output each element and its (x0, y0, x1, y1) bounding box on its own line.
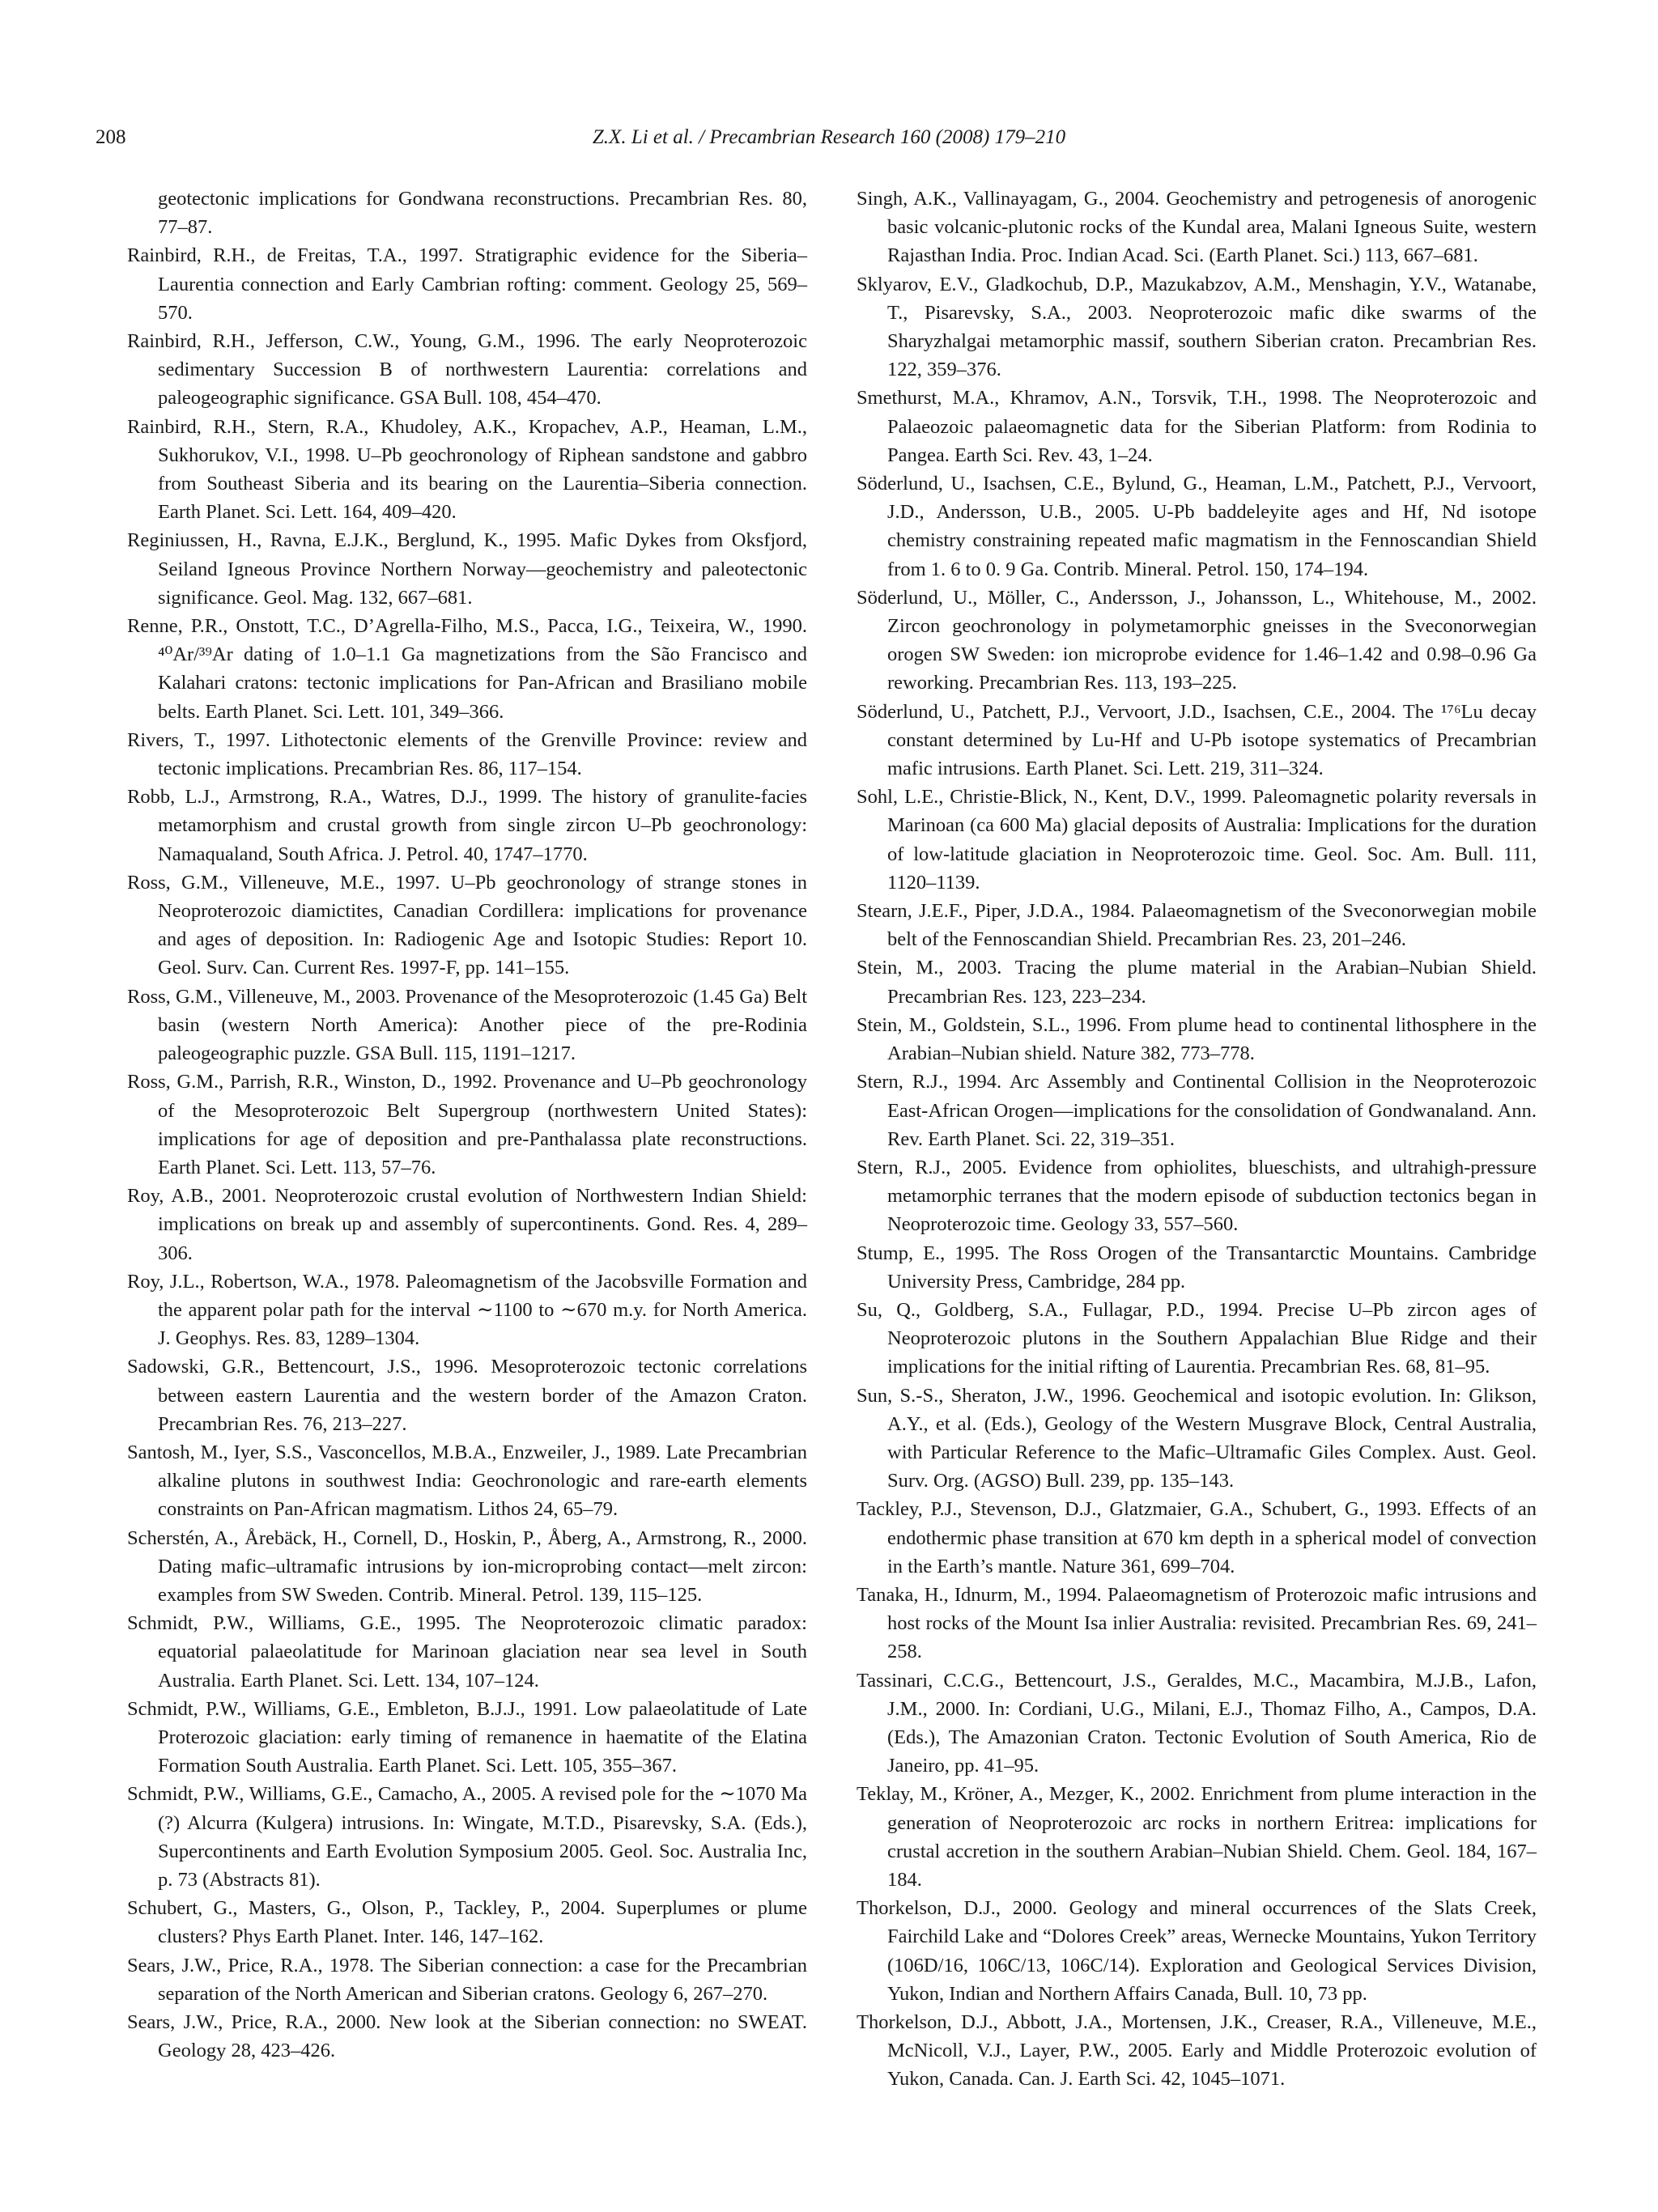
reference-entry: Sun, S.-S., Sheraton, J.W., 1996. Geochemical and isotopic evolution. In: Glikson, A.Y., et al. (Eds.), Geology of the Western Musgrave Block, Central Australia, with Particular Reference to the Mafic–Ultramafic Giles Complex. Aust. Geol. Surv. Org. (AGSO) Bull. 239, pp. 135–143. (857, 1384, 1537, 1492)
reference-entry: Stump, E., 1995. The Ross Orogen of the Transantarctic Mountains. Cambridge University Press, Cambridge, 284 pp. (857, 1242, 1537, 1293)
references-left-column (127, 185, 807, 2065)
reference-entry: Schmidt, P.W., Williams, G.E., Camacho, A., 2005. A revised pole for the ∼1070 Ma (?) Alcurra (Kulgera) intrusions. In: Wingate, M.T.D., Pisarevsky, S.A. (Eds.), Supercontinents and Earth Evolution Symposium 2005. Geol. Soc. Australia Inc, p. 73 (Abstracts 81). (127, 1783, 807, 1891)
reference-entry: Schmidt, P.W., Williams, G.E., 1995. The Neoproterozoic climatic paradox: equatorial palaeolatitude for Marinoan glaciation near sea level in South Australia. Earth Planet. Sci. Lett. 134, 107–124. (127, 1612, 807, 1692)
reference-entry: Rainbird, R.H., Stern, R.A., Khudoley, A.K., Kropachev, A.P., Heaman, L.M., Sukhorukov, V.I., 1998. U–Pb geochronology of Riphean sandstone and gabbro from Southeast Siberia and its bearing on the Laurentia–Siberia connection. Earth Planet. Sci. Lett. 164, 409–420. (127, 415, 807, 524)
reference-entry: Stearn, J.E.F., Piper, J.D.A., 1984. Palaeomagnetism of the Sveconorwegian mobile belt of the Fennoscandian Shield. Precambrian Res. 23, 201–246. (857, 900, 1537, 951)
reference-entry: Thorkelson, D.J., Abbott, J.A., Mortensen, J.K., Creaser, R.A., Villeneuve, M.E., McNicoll, V.J., Layer, P.W., 2005. Early and Middle Proterozoic evolution of Yukon, Canada. Can. J. Earth Sci. 42, 1045–1071. (857, 2011, 1537, 2091)
reference-entry: Tanaka, H., Idnurm, M., 1994. Palaeomagnetism of Proterozoic mafic intrusions and host rocks of the Mount Isa inlier Australia: revisited. Precambrian Res. 69, 241–258. (857, 1583, 1537, 1663)
reference-entry: Tassinari, C.C.G., Bettencourt, J.S., Geraldes, M.C., Macambira, M.J.B., Lafon, J.M., 2000. In: Cordiani, U.G., Milani, E.J., Thomaz Filho, A., Campos, D.A. (Eds.), The Amazonian Craton. Tectonic Evolution of South America, Rio de Janeiro, pp. 41–95. (857, 1669, 1537, 1777)
reference-entry: Smethurst, M.A., Khramov, A.N., Torsvik, T.H., 1998. The Neoproterozoic and Palaeozoic palaeomagnetic data for the Siberian Platform: from Rodinia to Pangea. Earth Sci. Rev. 43, 1–24. (857, 387, 1537, 466)
references-right-column (857, 185, 1537, 2094)
reference-entry: Stein, M., 2003. Tracing the plume material in the Arabian–Nubian Shield. Precambrian Res. 123, 223–234. (857, 957, 1537, 1008)
reference-entry: Sklyarov, E.V., Gladkochub, D.P., Mazukabzov, A.M., Menshagin, Y.V., Watanabe, T., Pisarevsky, S.A., 2003. Neoproterozoic mafic dike swarms of the Sharyzhalgai metamorphic massif, southern Siberian craton. Precambrian Res. 122, 359–376. (857, 273, 1537, 381)
reference-entry: Ross, G.M., Villeneuve, M., 2003. Provenance of the Mesoproterozoic (1.45 Ga) Belt basin (western North America): Another piece of the pre-Rodinia paleogeographic puzzle. GSA Bull. 115, 1191–1217. (127, 985, 807, 1065)
reference-entry: Stern, R.J., 2005. Evidence from ophiolites, blueschists, and ultrahigh-pressure metamorphic terranes that the modern episode of subduction tectonics began in Neoproterozoic time. Geology 33, 557–560. (857, 1156, 1537, 1236)
reference-entry: Roy, J.L., Robertson, W.A., 1978. Paleomagnetism of the Jacobsville Formation and the apparent polar path for the interval ∼1100 to ∼670 m.y. for North America. J. Geophys. Res. 83, 1289–1304. (127, 1270, 807, 1350)
reference-entry: Söderlund, U., Isachsen, C.E., Bylund, G., Heaman, L.M., Patchett, P.J., Vervoort, J.D., Andersson, U.B., 2005. U-Pb baddeleyite ages and Hf, Nd isotope chemistry constraining repeated mafic magmatism in the Fennoscandian Shield from 1. 6 to 0. 9 Ga. Contrib. Mineral. Petrol. 150, 174–194. (857, 473, 1537, 580)
reference-entry: Su, Q., Goldberg, S.A., Fullagar, P.D., 1994. Precise U–Pb zircon ages of Neoproterozoic plutons in the Southern Appalachian Blue Ridge and their implications for the initial rifting of Laurentia. Precambrian Res. 68, 81–95. (857, 1298, 1537, 1378)
reference-entry: Tackley, P.J., Stevenson, D.J., Glatzmaier, G.A., Schubert, G., 1993. Effects of an endothermic phase transition at 670 km depth in a spherical model of convection in the Earth’s mantle. Nature 361, 699–704. (857, 1498, 1537, 1577)
reference-entry: Söderlund, U., Patchett, P.J., Vervoort, J.D., Isachsen, C.E., 2004. The ¹⁷⁶Lu decay constant determined by Lu-Hf and U-Pb isotope systematics of Precambrian mafic intrusions. Earth Planet. Sci. Lett. 219, 311–324. (857, 700, 1537, 780)
reference-entry: Stein, M., Goldstein, S.L., 1996. From plume head to continental lithosphere in the Arabian–Nubian shield. Nature 382, 773–778. (857, 1013, 1537, 1065)
reference-entry: Rainbird, R.H., de Freitas, T.A., 1997. Stratigraphic evidence for the Siberia–Laurentia connection and Early Cambrian rofting: comment. Geology 25, 569–570. (127, 244, 807, 324)
reference-entry: Sears, J.W., Price, R.A., 1978. The Siberian connection: a case for the Precambrian separation of the North American and Siberian cratons. Geology 6, 267–270. (127, 1954, 807, 2005)
reference-entry: Reginiussen, H., Ravna, E.J.K., Berglund, K., 1995. Mafic Dykes from Oksfjord, Seiland Igneous Province Northern Norway—geochemistry and paleotectonic significance. Geol. Mag. 132, 667–681. (127, 529, 807, 609)
reference-entry: Ross, G.M., Villeneuve, M.E., 1997. U–Pb geochronology of strange stones in Neoproterozoic diamictites, Canadian Cordillera: implications for provenance and ages of deposition. In: Radiogenic Age and Isotopic Studies: Report 10. Geol. Surv. Can. Current Res. 1997-F, pp. 141–155. (127, 871, 807, 979)
reference-entry: Sears, J.W., Price, R.A., 2000. New look at the Siberian connection: no SWEAT. Geology 28, 423–426. (127, 2011, 807, 2062)
page-number: 208 (96, 126, 126, 148)
reference-entry: Teklay, M., Kröner, A., Mezger, K., 2002. Enrichment from plume interaction in the generation of Neoproterozoic arc rocks in northern Eritrea: implications for crustal accretion in the southern Arabian–Nubian Shield. Chem. Geol. 184, 167–184. (857, 1783, 1537, 1891)
reference-entry: Stern, R.J., 1994. Arc Assembly and Continental Collision in the Neoproterozoic East-African Orogen—implications for the consolidation of Gondwanaland. Ann. Rev. Earth Planet. Sci. 22, 319–351. (857, 1071, 1537, 1150)
reference-entry: Rainbird, R.H., Jefferson, C.W., Young, G.M., 1996. The early Neoproterozoic sedimentary Succession B of northwestern Laurentia: correlations and paleogeographic significance. GSA Bull. 108, 454–470. (127, 330, 807, 410)
reference-entry: Söderlund, U., Möller, C., Andersson, J., Johansson, L., Whitehouse, M., 2002. Zircon geochronology in polymetamorphic gneisses in the Sveconorwegian orogen SW Sweden: ion microprobe evidence for 1.46–1.42 and 0.98–0.96 Ga reworking. Precambrian Res. 113, 193–225. (857, 586, 1537, 694)
reference-entry: Sohl, L.E., Christie-Blick, N., Kent, D.V., 1999. Paleomagnetic polarity reversals in Marinoan (ca 600 Ma) glacial deposits of Australia: Implications for the duration of low-latitude glaciation in Neoproterozoic time. Geol. Soc. Am. Bull. 111, 1120–1139. (857, 786, 1537, 894)
reference-entry: Schmidt, P.W., Williams, G.E., Embleton, B.J.J., 1991. Low palaeolatitude of Late Proterozoic glaciation: early timing of remanence in haematite of the Elatina Formation South Australia. Earth Planet. Sci. Lett. 105, 355–367. (127, 1697, 807, 1777)
reference-entry: Roy, A.B., 2001. Neoproterozoic crustal evolution of Northwestern Indian Shield: implications on break up and assembly of supercontinents. Gond. Res. 4, 289–306. (127, 1185, 807, 1264)
reference-entry: Santosh, M., Iyer, S.S., Vasconcellos, M.B.A., Enzweiler, J., 1989. Late Precambrian alkaline plutons in southwest India: Geochronologic and rare-earth elements constraints on Pan-African magmatism. Lithos 24, 65–79. (127, 1441, 807, 1521)
reference-entry: geotectonic implications for Gondwana reconstructions. Precambrian Res. 80, 77–87. (158, 188, 807, 239)
reference-entry: Schubert, G., Masters, G., Olson, P., Tackley, P., 2004. Superplumes or plume clusters? Phys Earth Planet. Inter. 146, 147–162. (127, 1897, 807, 1948)
page-header (96, 126, 1562, 159)
reference-entry: Rivers, T., 1997. Lithotectonic elements of the Grenville Province: review and tectonic implications. Precambrian Res. 86, 117–154. (127, 728, 807, 780)
reference-entry: Renne, P.R., Onstott, T.C., D’Agrella-Filho, M.S., Pacca, I.G., Teixeira, W., 1990. ⁴⁰Ar/³⁹Ar dating of 1.0–1.1 Ga magnetizations from the São Francisco and Kalahari cratons: tectonic implications for Pan-African and Brasiliano mobile belts. Earth Planet. Sci. Lett. 101, 349–366. (127, 615, 807, 723)
reference-entry: Ross, G.M., Parrish, R.R., Winston, D., 1992. Provenance and U–Pb geochronology of the Mesoproterozoic Belt Supergroup (northwestern United States): implications for age of deposition and pre-Panthalassa plate reconstructions. Earth Planet. Sci. Lett. 113, 57–76. (127, 1071, 807, 1178)
reference-entry: Scherstén, A., Årebäck, H., Cornell, D., Hoskin, P., Åberg, A., Armstrong, R., 2000. Dating mafic–ultramafic intrusions by ion-microprobing contact—melt zircon: examples from SW Sweden. Contrib. Mineral. Petrol. 139, 115–125. (127, 1526, 807, 1606)
running-head: Z.X. Li et al. / Precambrian Research 160 (2008) 179–210 (592, 126, 1066, 148)
reference-entry: Singh, A.K., Vallinayagam, G., 2004. Geochemistry and petrogenesis of anorogenic basic volcanic-plutonic rocks of the Kundal area, Malani Igneous Suite, western Rajasthan India. Proc. Indian Acad. Sci. (Earth Planet. Sci.) 113, 667–681. (857, 188, 1537, 267)
reference-entry: Sadowski, G.R., Bettencourt, J.S., 1996. Mesoproterozoic tectonic correlations between eastern Laurentia and the western border of the Amazon Craton. Precambrian Res. 76, 213–227. (127, 1356, 807, 1435)
reference-entry: Thorkelson, D.J., 2000. Geology and mineral occurrences of the Slats Creek, Fairchild Lake and “Dolores Creek” areas, Wernecke Mountains, Yukon Territory (106D/16, 106C/13, 106C/14). Exploration and Geological Services Division, Yukon, Indian and Northern Affairs Canada, Bull. 10, 73 pp. (857, 1897, 1537, 2005)
reference-entry: Robb, L.J., Armstrong, R.A., Watres, D.J., 1999. The history of granulite-facies metamorphism and crustal growth from single zircon U–Pb geochronology: Namaqualand, South Africa. J. Petrol. 40, 1747–1770. (127, 786, 807, 865)
